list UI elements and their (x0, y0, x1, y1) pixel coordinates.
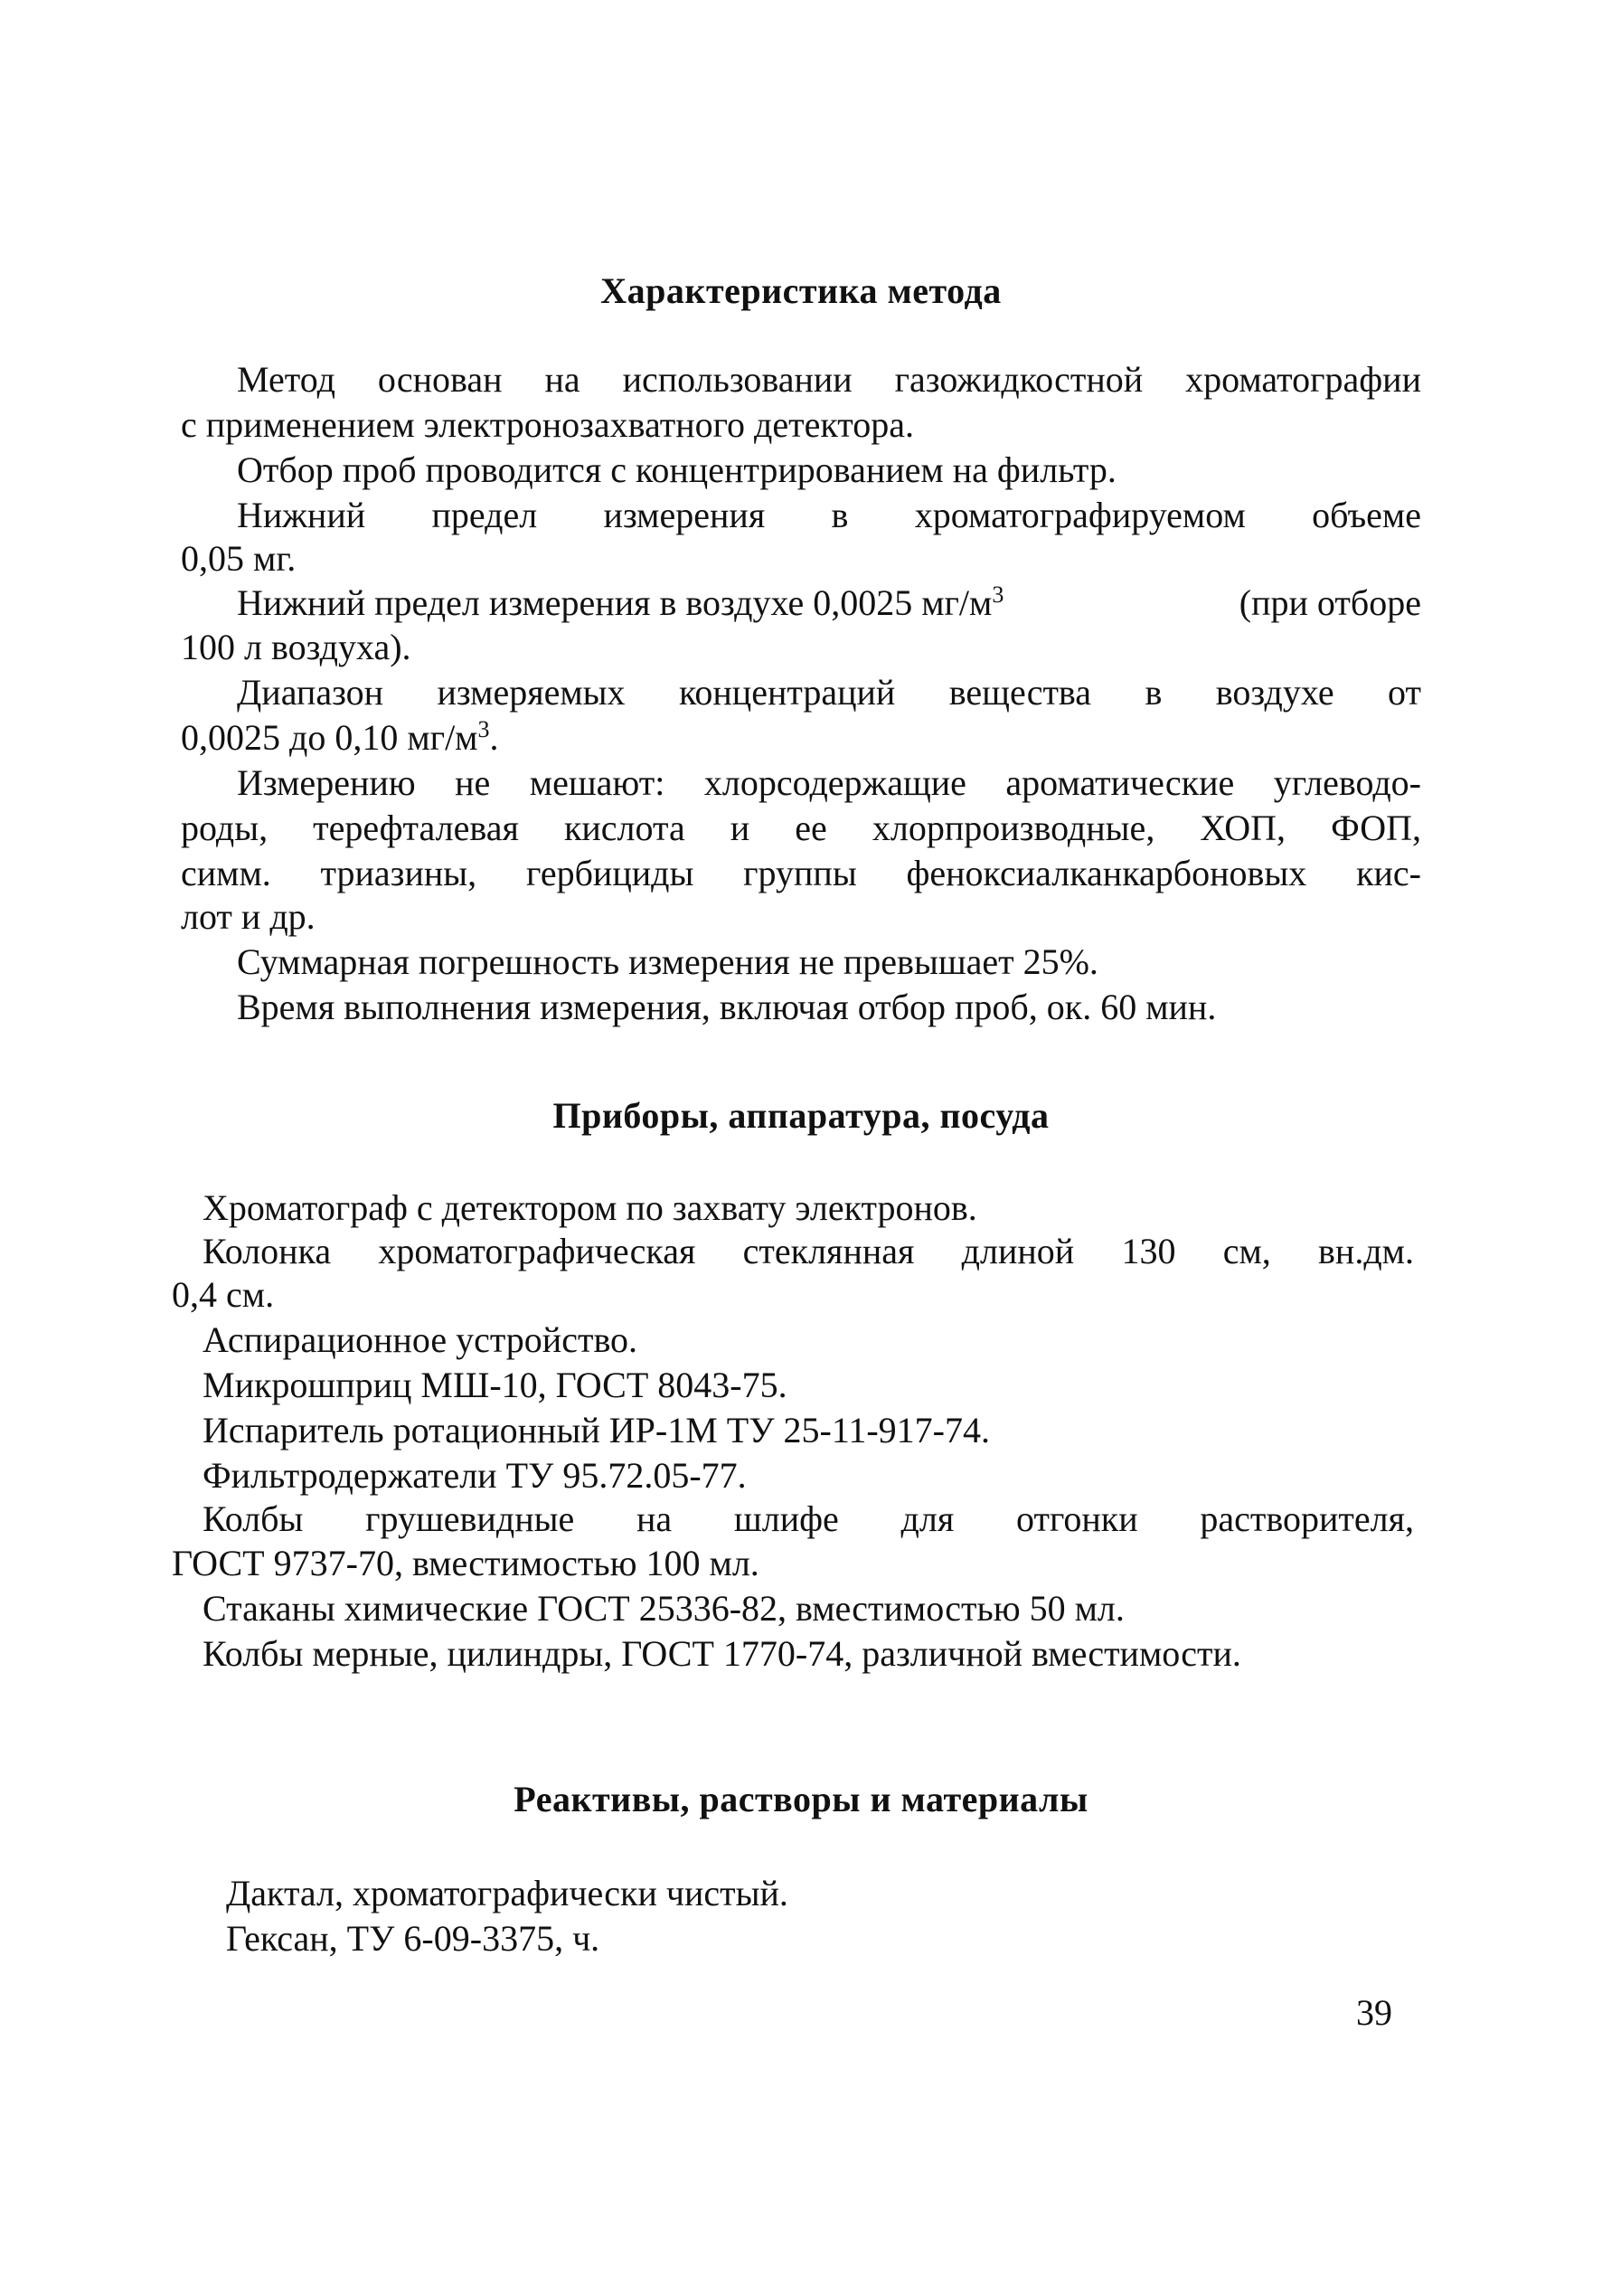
paragraph-line: Колонка хроматографическая стеклянная длиной 130 см, вн.дм. (203, 1231, 1414, 1271)
line-text: Нижний предел измерения в воздухе 0,0025 мг/м (237, 582, 993, 623)
page-number: 39 (1356, 1992, 1392, 2033)
paragraph-line: Фильтродержатели ТУ 95.72.05-77. (203, 1455, 747, 1496)
paragraph-line: Метод основан на использовании газожидкостной хроматографии (237, 359, 1421, 400)
line-text: . (489, 717, 499, 758)
paragraph-line (237, 581, 1421, 625)
paragraph-line: лот и др. (181, 896, 316, 937)
paragraph-line: Колбы грушевидные на шлифе для отгонки растворителя, (203, 1498, 1414, 1539)
paragraph-line: Испаритель ротационный ИР-1М ТУ 25-11-917-74. (203, 1410, 990, 1450)
paragraph-line: Диапазон измеряемых концентраций вещества в воздухе от (237, 672, 1421, 713)
line-text: 0,0025 до 0,10 мг/м (181, 717, 478, 758)
paragraph-line: ГОСТ 9737-70, вместимостью 100 мл. (172, 1543, 759, 1583)
section-heading-equipment: Приборы, аппаратура, посуда (552, 1095, 1050, 1136)
paragraph-line: 0,05 мг. (181, 538, 297, 579)
section-heading-reagents: Реактивы, растворы и материалы (514, 1779, 1088, 1819)
line-text: (при отборе (1239, 582, 1421, 623)
paragraph-line: Аспирационное устройство. (203, 1319, 638, 1360)
paragraph-line: 0,4 см. (172, 1274, 275, 1315)
superscript: 3 (992, 581, 1004, 608)
paragraph-line: Время выполнения измерения, включая отбор проб, ок. 60 мин. (237, 987, 1217, 1027)
superscript: 3 (477, 716, 490, 742)
paragraph-line: Отбор проб проводится с концентрированием на фильтр. (237, 449, 1117, 490)
paragraph-line: Суммарная погрешность измерения не превышает 25%. (237, 941, 1098, 982)
paragraph-line: Гексан, ТУ 6-09-3375, ч. (226, 1918, 600, 1959)
section-heading-method: Характеристика метода (600, 270, 1002, 311)
paragraph-line: Стаканы химические ГОСТ 25336-82, вместимостью 50 мл. (203, 1588, 1125, 1629)
paragraph-line: Микрошприц МШ-10, ГОСТ 8043-75. (203, 1365, 787, 1405)
paragraph-line: Измерению не мешают: хлорсодержащие ароматические углеводо- (237, 762, 1421, 803)
paragraph-line: Хроматограф с детектором по захвату электронов. (203, 1187, 977, 1228)
paragraph-line: 100 л воздуха). (181, 627, 411, 667)
paragraph-line: Дактал, хроматографически чистый. (226, 1873, 788, 1913)
paragraph-line: с применением электронозахватного детектора. (181, 404, 914, 445)
paragraph-line: Нижний предел измерения в хроматографируемом объеме (237, 495, 1421, 535)
paragraph-line: симм. триазины, гербициды группы феноксиалканкарбоновых кис- (181, 853, 1421, 893)
paragraph-line: роды, терефталевая кислота и ее хлорпроизводные, ХОП, ФОП, (181, 808, 1421, 848)
paragraph-line: Колбы мерные, цилиндры, ГОСТ 1770-74, различной вместимости. (203, 1633, 1241, 1674)
paragraph-line (181, 716, 499, 760)
